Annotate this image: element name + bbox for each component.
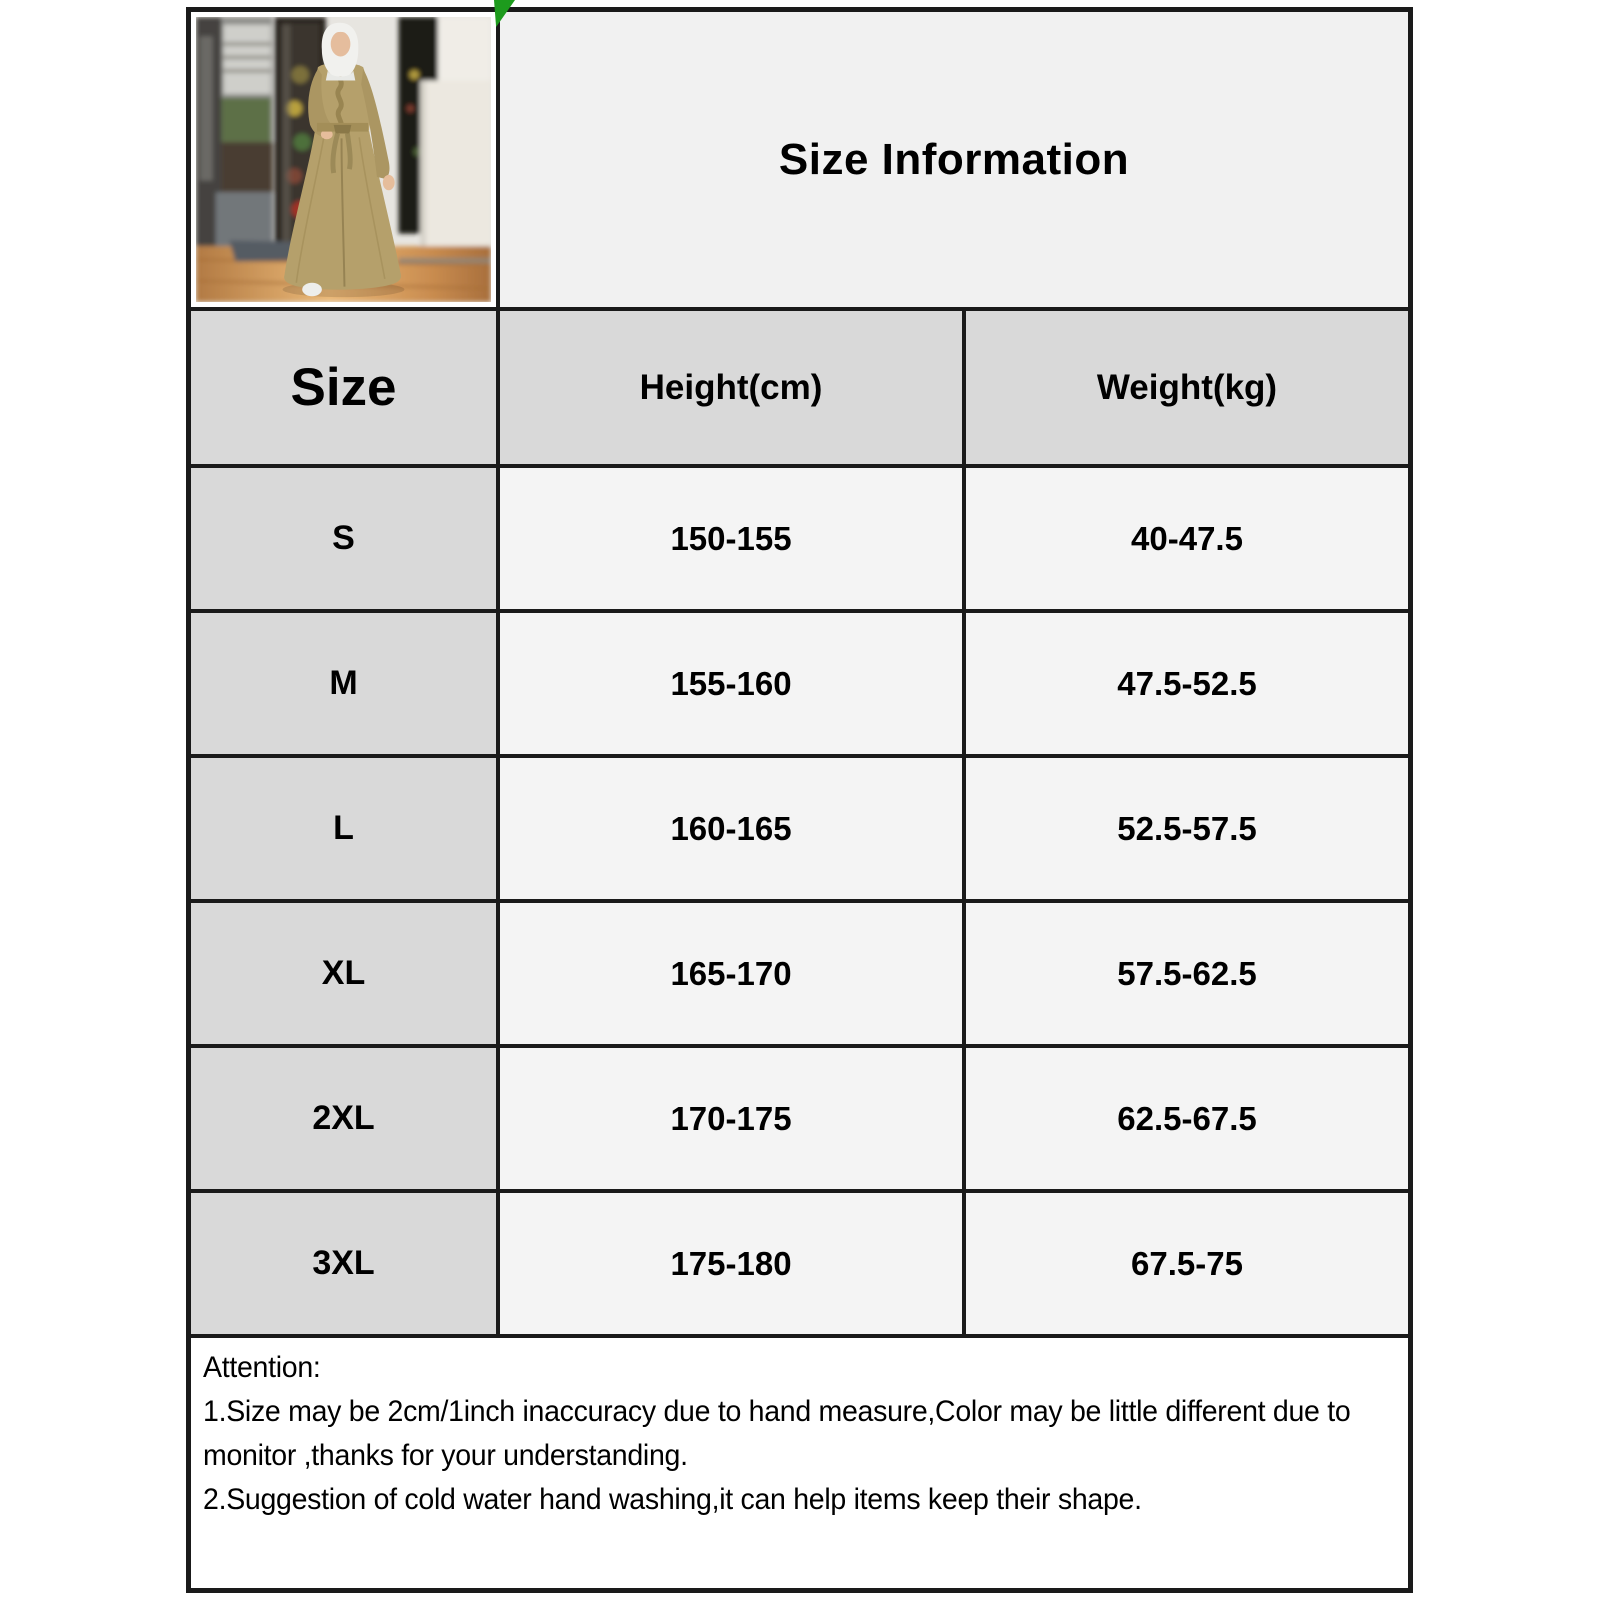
size-row-label: 2XL xyxy=(191,1048,500,1193)
attention-heading: Attention: xyxy=(203,1351,321,1384)
size-chart-sheet xyxy=(186,7,1413,1593)
page-title: Size Information xyxy=(778,134,1130,184)
height-value-cell: 165-170 xyxy=(500,903,966,1048)
weight-value-cell: 57.5-62.5 xyxy=(966,903,1408,1048)
size-row-label: L xyxy=(191,758,500,903)
weight-value-cell: 67.5-75 xyxy=(966,1193,1408,1338)
weight-value-cell: 40-47.5 xyxy=(966,468,1408,613)
weight-value-cell: 52.5-57.5 xyxy=(966,758,1408,903)
size-row-label: XL xyxy=(191,903,500,1048)
attention-note-2: 2.Suggestion of cold water hand washing,it can help items keep their shape. xyxy=(203,1483,1142,1516)
weight-value-cell: 62.5-67.5 xyxy=(966,1048,1408,1193)
column-header-weight: Weight(kg) xyxy=(966,311,1408,468)
attention-note xyxy=(191,1338,1408,1588)
size-row-label: M xyxy=(191,613,500,758)
attention-note-1: 1.Size may be 2cm/1inch inaccuracy due to hand measure,Color may be little different due to monitor ,thanks for your understanding. xyxy=(203,1395,1351,1472)
column-header-height: Height(cm) xyxy=(500,311,966,468)
weight-value-cell: 47.5-52.5 xyxy=(966,613,1408,758)
product-photo xyxy=(191,12,500,311)
height-value-cell: 155-160 xyxy=(500,613,966,758)
size-row-label: 3XL xyxy=(191,1193,500,1338)
size-row-label: S xyxy=(191,468,500,613)
height-value-cell: 150-155 xyxy=(500,468,966,613)
height-value-cell: 175-180 xyxy=(500,1193,966,1338)
product-photo-illustration xyxy=(196,17,491,302)
height-value-cell: 160-165 xyxy=(500,758,966,903)
height-value-cell: 170-175 xyxy=(500,1048,966,1193)
column-header-size: Size xyxy=(191,311,500,468)
title-cell xyxy=(500,12,1408,311)
